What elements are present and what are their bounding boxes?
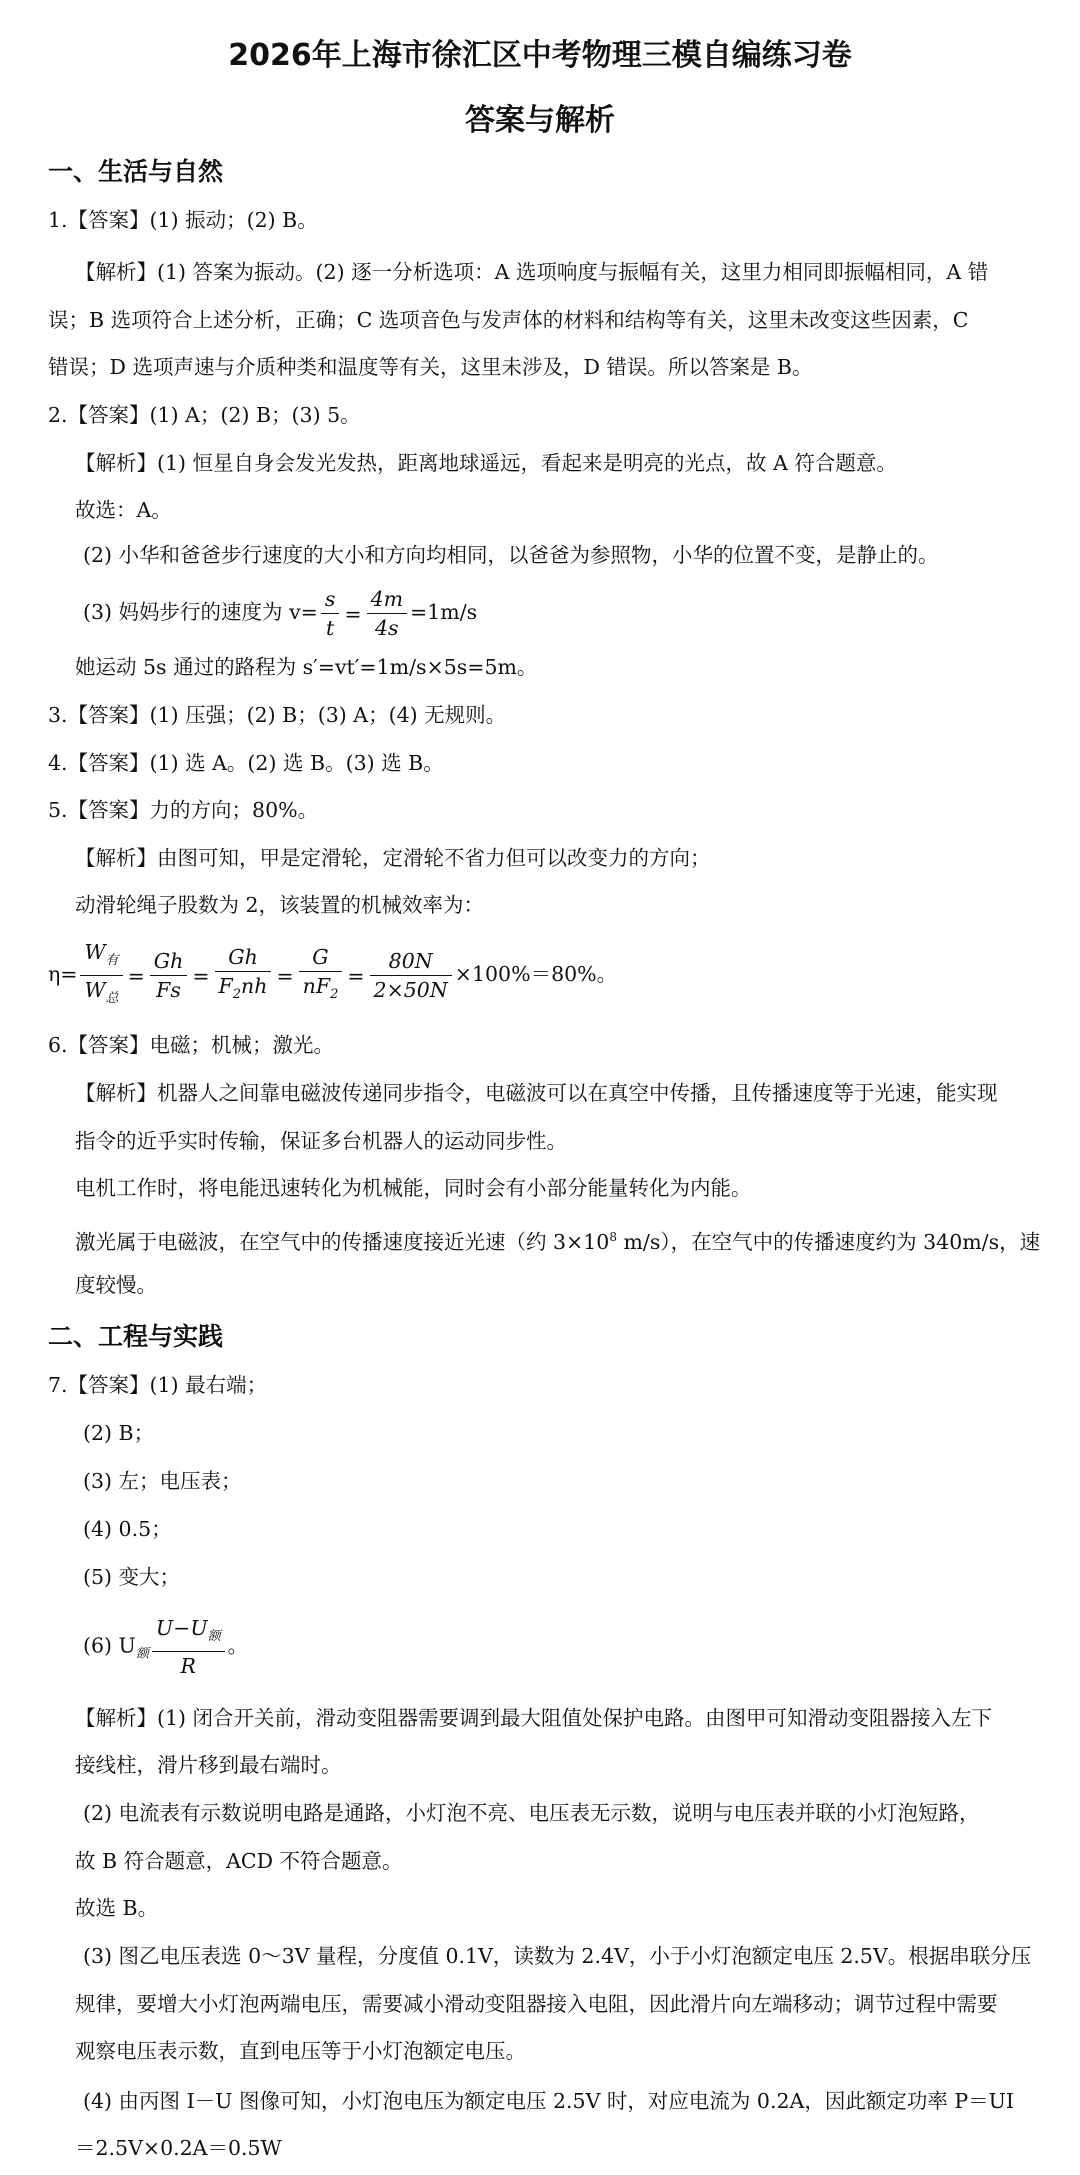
frac-numerator: G: [299, 943, 343, 972]
subscript-useful: 有: [105, 953, 119, 969]
q7-answer: 7.【答案】(1) 最右端；: [48, 1373, 268, 1397]
q2-velocity-formula: [83, 585, 477, 642]
equals-sign: =: [127, 963, 145, 988]
section-heading-2: 二、工程与实践: [48, 1322, 224, 1351]
exponent: 8: [609, 1230, 617, 1244]
frac-numerator: Gh: [215, 943, 272, 972]
q2-analysis-line: 她运动 5s 通过的路程为 s′=vt′=1m/s×5s=5m。: [75, 655, 538, 679]
q7-analysis-line: 规律，要增大小灯泡两端电压，需要减小滑动变阻器接入电阻，因此滑片向左端移动；调节过程中需要: [75, 1992, 998, 2016]
equals-sign: =: [347, 963, 365, 988]
q2-analysis-line: 故选：A。: [75, 498, 172, 522]
q7-analysis-line: (2) 电流表有示数说明电路是通路，小灯泡不亮、电压表无示数，说明与电压表并联的小灯泡短路，: [83, 1801, 980, 1825]
q7-analysis-line: ＝2.5V×0.2A＝0.5W: [75, 2136, 282, 2160]
formula-prefix: (3) 妈妈步行的速度为 v=: [83, 600, 318, 624]
q7-answer-item: (5) 变大；: [83, 1565, 181, 1589]
q4-answer: 4.【答案】(1) 选 A。(2) 选 B。(3) 选 B。: [48, 751, 444, 775]
nf-symbol: nF: [302, 973, 331, 998]
q7-analysis-line: 接线柱，滑片移到最右端时。: [75, 1753, 342, 1777]
equals-sign: =: [276, 963, 294, 988]
force-symbol: F: [218, 973, 233, 998]
eta-symbol: η=: [48, 962, 78, 987]
q1-answer: 1.【答案】(1) 振动；(2) B。: [48, 208, 318, 232]
text-segment: m/s），在空气中的传播速度约为 340m/s，速: [616, 1229, 1041, 1254]
work-symbol: W: [84, 940, 106, 964]
frac-denominator: 2×50N: [373, 978, 448, 1003]
q5-answer: 5.【答案】力的方向；80%。: [48, 798, 319, 822]
q7-analysis-line: 【解析】(1) 闭合开关前，滑动变阻器需要调到最大阻值处保护电路。由图甲可知滑动变阻器接入左下: [75, 1706, 993, 1730]
formula-result: =1m/s: [410, 600, 478, 624]
frac-numerator: Gh: [150, 947, 188, 976]
frac-numerator: s: [321, 585, 340, 614]
work-symbol: W: [84, 978, 106, 1003]
page-subtitle: 答案与解析: [465, 103, 615, 138]
q5-analysis-line: 动滑轮绳子股数为 2，该装置的机械效率为：: [75, 893, 485, 917]
q6-answer: 6.【答案】电磁；机械；激光。: [48, 1033, 335, 1057]
q1-analysis-line: 【解析】(1) 答案为振动。(2) 逐一分析选项：A 选项响度与振幅有关，这里力相同即振幅相同，A 错: [75, 260, 989, 284]
equals-sign: =: [192, 963, 210, 988]
section-heading-1: 一、生活与自然: [48, 157, 224, 186]
frac-denominator: Fs: [156, 978, 181, 1003]
q6-analysis-line: 度较慢。: [75, 1273, 157, 1297]
q5-efficiency-formula: [48, 938, 617, 1013]
q2-analysis-line: (2) 小华和爸爸步行速度的大小和方向均相同，以爸爸为参照物，小华的位置不变，是静止的。: [83, 543, 939, 567]
subscript-rated: 额: [135, 1646, 149, 1662]
q7-answer-item: (4) 0.5；: [83, 1517, 172, 1541]
q7-analysis-line: (3) 图乙电压表选 0～3V 量程，分度值 0.1V，读数为 2.4V，小于小灯泡额定电压 2.5V。根据串联分压: [83, 1944, 1032, 1968]
frac-numerator: 4m: [367, 585, 407, 614]
frac-numerator: U−U: [155, 1616, 208, 1640]
frac-numerator: 80N: [370, 947, 452, 976]
q7-analysis-line: (4) 由丙图 I－U 图像可知，小灯泡电压为额定电压 2.5V 时，对应电流为 0.2A，因此额定功率 P＝UI: [83, 2089, 1015, 2113]
formula-prefix: (6) U: [83, 1633, 136, 1658]
q7-analysis-line: 故 B 符合题意，ACD 不符合题意。: [75, 1849, 403, 1873]
subscript-2: 2: [232, 986, 242, 1002]
q1-analysis-line: 错误；D 选项声速与介质种类和温度等有关，这里未涉及，D 错误。所以答案是 B。: [48, 355, 813, 379]
page-title: 2026年上海市徐汇区中考物理三模自编练习卷: [228, 38, 852, 73]
q1-analysis-line: 误；B 选项符合上述分析，正确；C 选项音色与发声体的材料和结构等有关，这里未改变这些因素，C: [48, 308, 969, 332]
q2-answer: 2.【答案】(1) A；(2) B；(3) 5。: [48, 403, 361, 427]
formula-end: 。: [227, 1633, 249, 1658]
frac-denominator: 4s: [375, 616, 399, 640]
q7-answer-item: (2) B；: [83, 1421, 155, 1445]
subscript-2: 2: [330, 986, 339, 1002]
subscript-rated: 额: [207, 1629, 221, 1645]
q6-analysis-line: 电机工作时，将电能迅速转化为机械能，同时会有小部分能量转化为内能。: [75, 1176, 752, 1200]
nh-symbol: nh: [241, 973, 268, 998]
q3-answer: 3.【答案】(1) 压强；(2) B；(3) A；(4) 无规则。: [48, 703, 507, 727]
q2-analysis-line: 【解析】(1) 恒星自身会发光发热，距离地球遥远，看起来是明亮的光点，故 A 符合题意。: [75, 451, 897, 475]
q7-analysis-line: 观察电压表示数，直到电压等于小灯泡额定电压。: [75, 2039, 526, 2063]
q7-answer-item: (3) 左；电压表；: [83, 1469, 242, 1493]
q5-analysis-line: 【解析】由图可知，甲是定滑轮，定滑轮不省力但可以改变力的方向；: [75, 846, 711, 870]
subscript-total: 总: [105, 991, 119, 1007]
frac-denominator: t: [325, 616, 335, 640]
q6-analysis-line: [75, 1222, 1040, 1257]
q6-analysis-line: 【解析】机器人之间靠电磁波传递同步指令，电磁波可以在真空中传播，且传播速度等于光速，能实现: [75, 1081, 998, 1105]
q7-formula: [83, 1614, 248, 1680]
frac-denominator: R: [180, 1654, 196, 1679]
equals-sign: =: [344, 601, 362, 626]
text-segment: 激光属于电磁波，在空气中的传播速度接近光速（约 3×10: [75, 1229, 610, 1254]
q7-analysis-line: 故选 B。: [75, 1896, 159, 1920]
formula-result: ×100%＝80%。: [454, 962, 618, 987]
q6-analysis-line: 指令的近乎实时传输，保证多台机器人的运动同步性。: [75, 1129, 567, 1153]
